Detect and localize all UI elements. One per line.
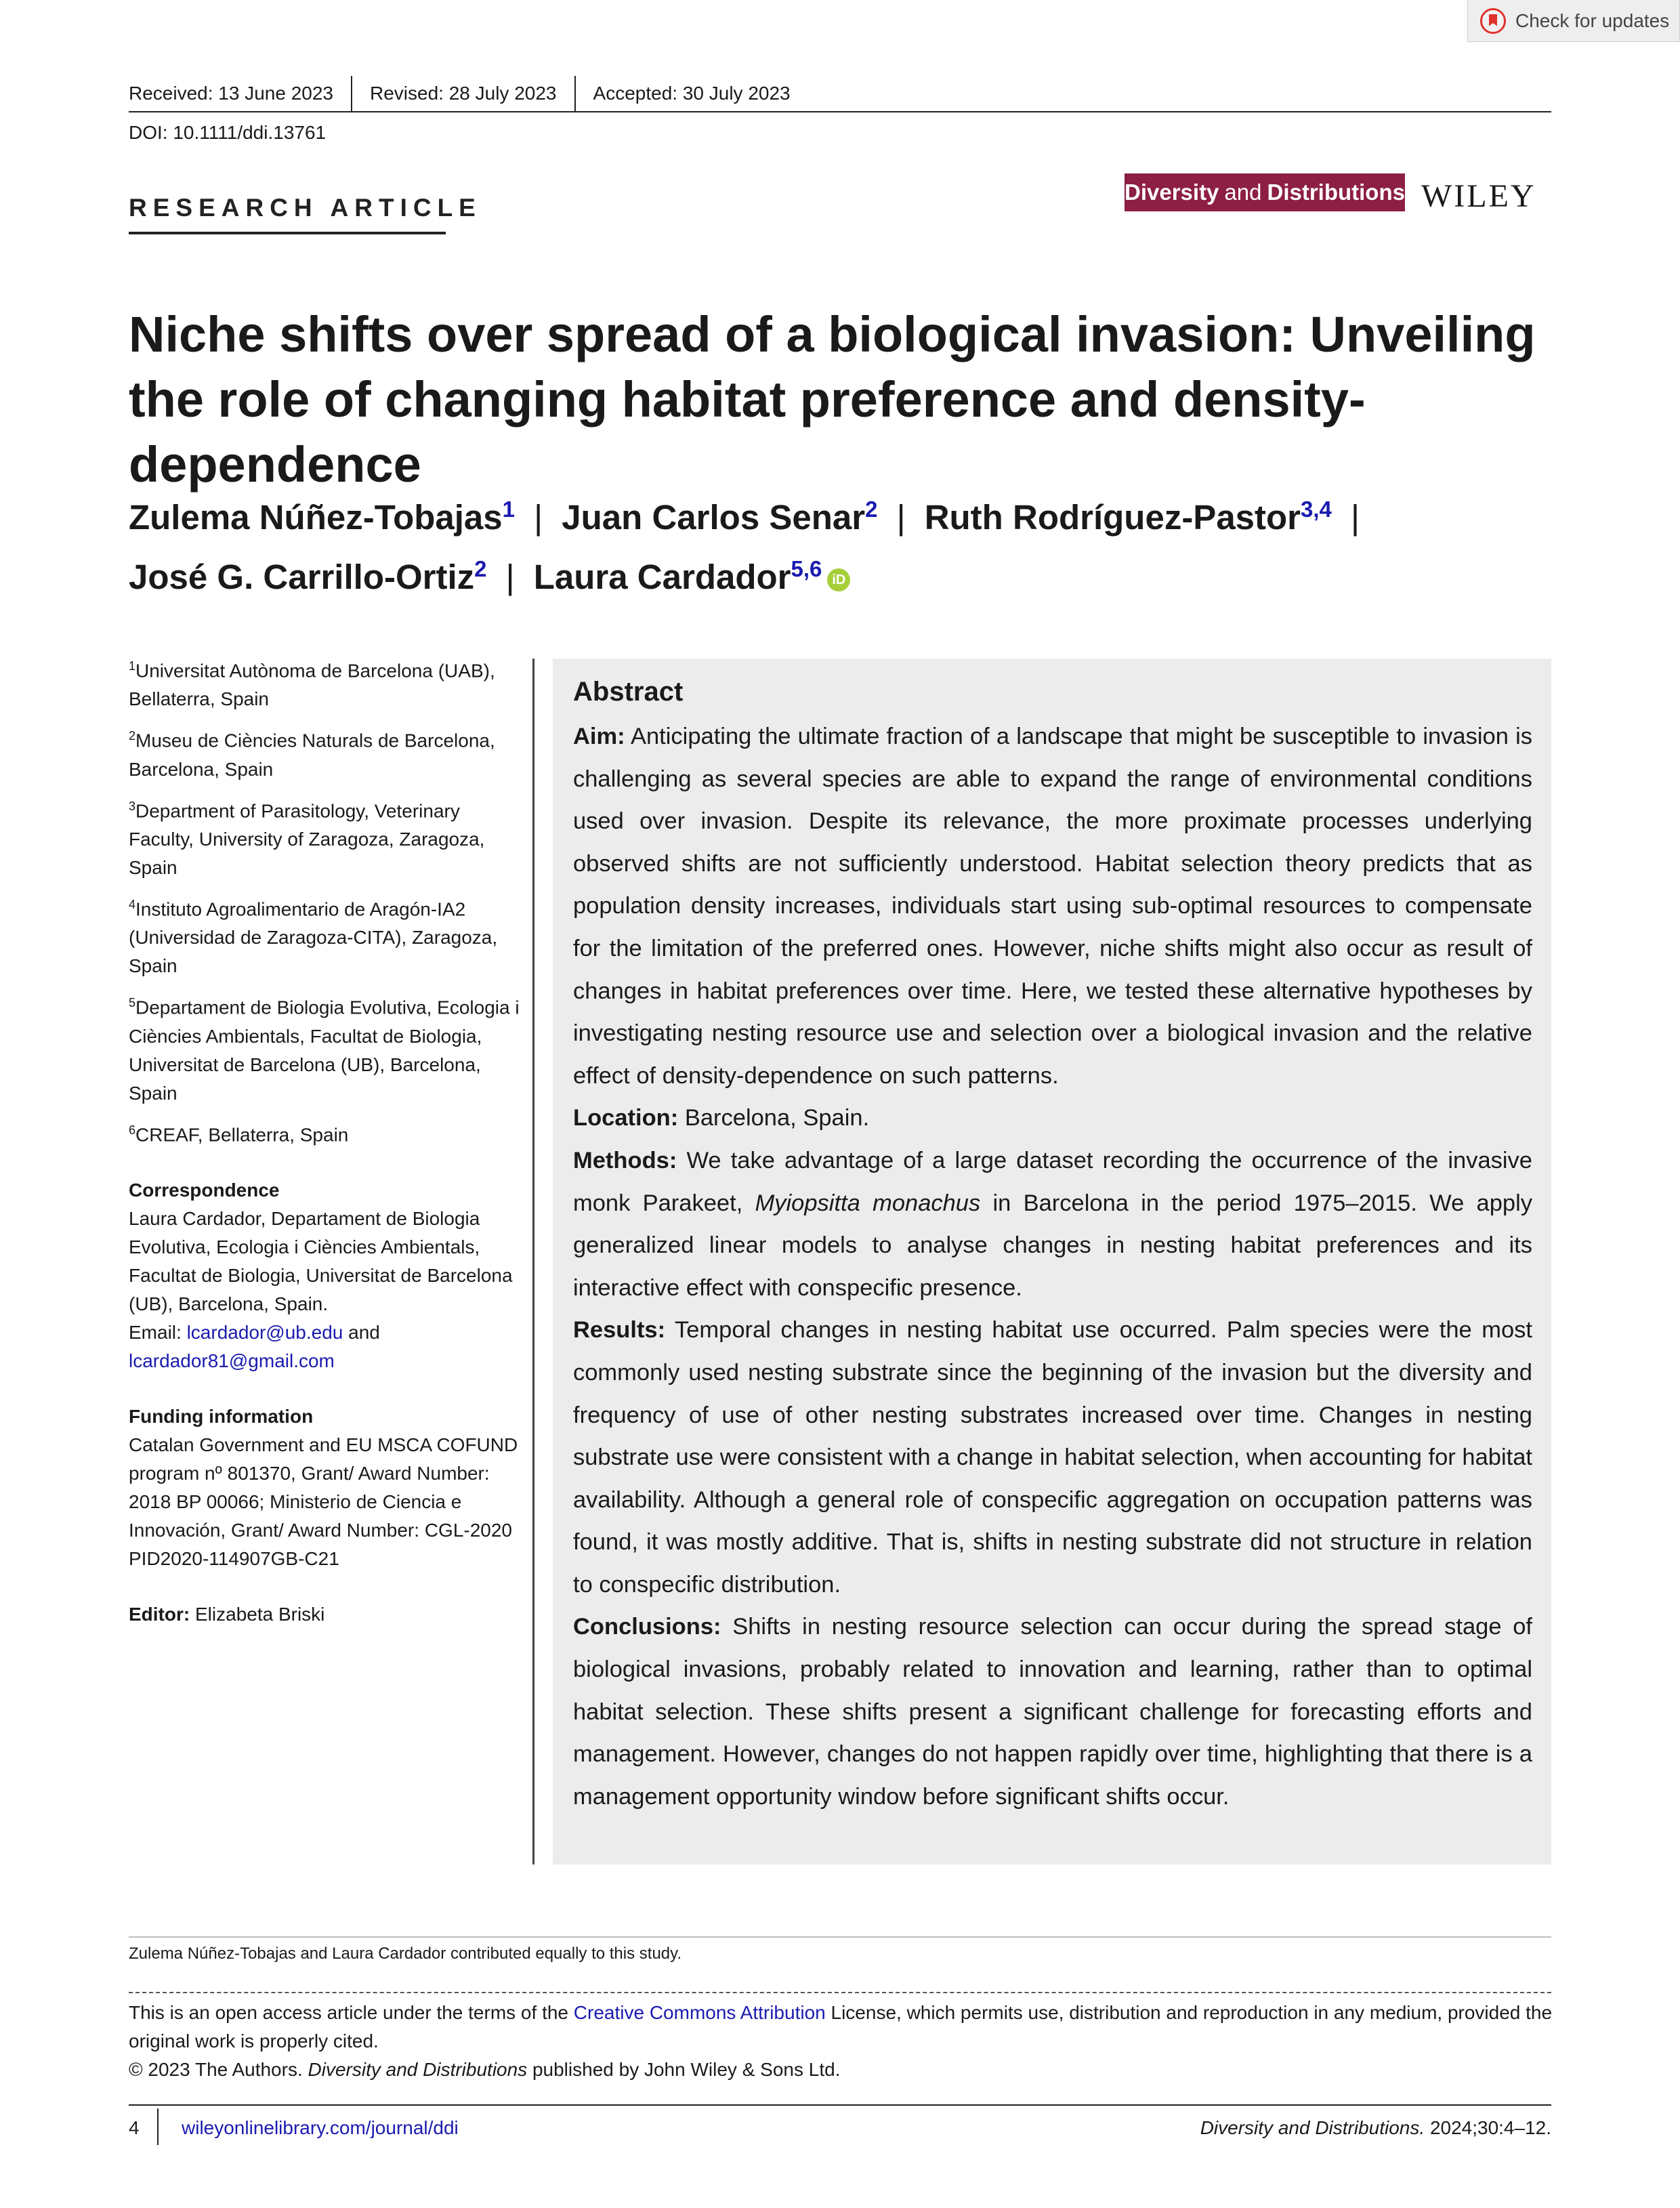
affiliation: $^5$Departament de Biologia Evolutiva, Ecologia i Ciències Ambientals, Facultat de Biologia, Universitat de Barcelona (UB), Barcelona, Spain [129, 996, 520, 1104]
bookmark-icon [1480, 8, 1506, 34]
equal-contribution-note: Zulema Núñez-Tobajas and Laura Cardador contributed equally to this study. [129, 1944, 682, 1963]
divider [351, 76, 352, 111]
abstract-location: Location: Barcelona, Spain. [573, 1105, 870, 1131]
article-sidebar [129, 652, 522, 1637]
editor: Editor: Elizabeta Briski [129, 1603, 325, 1625]
abstract-methods: Methods: We take advantage of a large dataset recording the occurrence of the invasive monk Parakeet, Myiopsitta monachus in Barcelona in the period 1975–2015. We apply generalized linear models to analyse changes in nesting habitat preferences and its interactive effect with conspecific presence. [573, 1147, 1532, 1301]
publisher-logo: WILEY [1421, 178, 1536, 214]
accepted-date: Accepted: 30 July 2023 [593, 83, 791, 104]
license-note: This is an open access article under the terms of the Creative Commons Attribution License, which permits use, distribution and reproduction in any medium, provided the original work is properly cited. © 2023 The Authors. Diversity and Distributions published by John Wiley & Sons Ltd. [129, 2002, 1553, 2080]
correspondence-heading: Correspondence [129, 1179, 280, 1201]
page-number: 4 [129, 2117, 140, 2138]
journal-badge [1125, 173, 1405, 211]
correspondence-text: Laura Cardador, Departament de Biologia Evolutiva, Ecologia i Ciències Ambientals, Facultat de Biologia, Universitat de Barcelona (UB), Barcelona, Spain. Email: lcardador@ub.edu and lcardador81@gmail.com [129, 1207, 513, 1371]
journal-badge-and: and [1224, 180, 1262, 205]
affiliation: $^6$CREAF, Bellaterra, Spain [129, 1123, 349, 1145]
footer-divider [157, 2108, 159, 2145]
footer-rule [129, 2104, 1551, 2106]
author-name: Laura Cardador [533, 558, 791, 596]
article-type-underline [129, 232, 446, 234]
author-list [129, 484, 1558, 603]
author-affiliation-link[interactable]: 2 [865, 497, 878, 522]
abstract-aim: Aim: Anticipating the ultimate fraction of a landscape that might be susceptible to invasion is challenging as several species are able to expand the range of environmental conditions used over invasion. Despite its relevance, the more proximate processes underlying observed shifts are not sufficiently understood. Habitat selection theory predicts that as population density increases, individuals start using sub-optimal resources to compensate for the limitation of the preferred ones. However, niche shifts might also occur as result of changes in habitat preferences over time. Here, we tested these alternative hypotheses by investigating nesting resource use and selection over a biological invasion and the relative effect of density-dependence on such patterns. [573, 724, 1532, 1089]
journal-site-link[interactable]: wileyonlinelibrary.com/journal/ddi [182, 2117, 459, 2138]
affiliation: $^3$Department of Parasitology, Veterinary Faculty, University of Zaragoza, Zaragoza, Spain [129, 799, 485, 878]
article-title: Niche shifts over spread of a biological invasion: Unveiling the role of changing habitat preference and density-dependence [129, 306, 1536, 493]
affiliation: $^4$Instituto Agroalimentario de Aragón-IA2 (Universidad de Zaragoza-CITA), Zaragoza, Spain [129, 897, 498, 977]
author-affiliation-link[interactable]: 3,4 [1301, 497, 1332, 522]
license-link[interactable]: Creative Commons Attribution [573, 2002, 826, 2023]
revised-date: Revised: 28 July 2023 [370, 83, 557, 104]
affiliation: $^2$Museu de Ciències Naturals de Barcelona, Barcelona, Spain [129, 729, 495, 780]
funding-heading: Funding information [129, 1405, 314, 1427]
author-name: Zulema Núñez-Tobajas [129, 498, 503, 537]
doi: DOI: 10.1111/ddi.13761 [129, 122, 327, 143]
author-affiliation-link[interactable]: 2 [474, 556, 487, 581]
sidebar-divider [532, 659, 534, 1865]
journal-badge-part2: Distributions [1267, 180, 1405, 205]
footnote-rule [129, 1936, 1551, 1938]
article-type: RESEARCH ARTICLE [129, 194, 482, 222]
abstract-heading: Abstract [573, 677, 684, 707]
author-separator: | [896, 498, 906, 537]
received-date: Received: 13 June 2023 [129, 83, 333, 104]
author-name: Ruth Rodríguez-Pastor [924, 498, 1301, 537]
orcid-icon[interactable]: iD [827, 568, 850, 591]
article-dates [129, 76, 791, 111]
author-separator: | [505, 558, 515, 596]
funding-text: Catalan Government and EU MSCA COFUND program nº 801370, Grant/ Award Number: 2018 BP 00066; Ministerio de Ciencia e Innovación, Grant/ Award Number: CGL-2020 PID2020-114907GB-C21 [129, 1434, 518, 1569]
author-affiliation-link[interactable]: 5,6 [791, 556, 822, 581]
author-name: Juan Carlos Senar [562, 498, 866, 537]
journal-citation: Diversity and Distributions. 2024;30:4–12. [1200, 2117, 1551, 2138]
footnote-dashed-rule [129, 1992, 1551, 1993]
abstract-box [553, 659, 1551, 1865]
author-name: José G. Carrillo-Ortiz [129, 558, 475, 596]
divider [574, 76, 576, 111]
journal-badge-part1: Diversity [1125, 180, 1219, 205]
author-separator: | [534, 498, 543, 537]
author-affiliation-link[interactable]: 1 [502, 497, 515, 522]
email-link[interactable]: lcardador@ub.edu [186, 1321, 343, 1343]
check-for-updates-label: Check for updates [1515, 9, 1670, 31]
email-link[interactable]: lcardador81@gmail.com [129, 1350, 335, 1371]
affiliation: $^1$Universitat Autònoma de Barcelona (UAB), Bellaterra, Spain [129, 659, 495, 710]
abstract-conclusions: Conclusions: Shifts in nesting resource selection can occur during the spread stage of biological invasions, probably related to innovation and learning, rather than to optimal habitat selection. These shifts present a significant challenge for forecasting efforts and management. However, changes do not happen rapidly over time, highlighting that there is a management opportunity window before significant shifts occur. [573, 1614, 1532, 1810]
abstract-results: Results: Temporal changes in nesting habitat use occurred. Palm species were the most commonly used nesting substrate since the beginning of the invasion but the diversity and frequency of use of other nesting substrates increased over time. Changes in nesting substrate use were consistent with a change in habitat selection, when accounting for habitat availability. Although a general role of conspecific aggregation on occupation patterns was found, it was mostly additive. That is, shifts in nesting substrate did not structure in relation to conspecific distribution. [573, 1317, 1532, 1598]
header-rule [129, 111, 1551, 112]
author-separator: | [1350, 498, 1360, 537]
check-for-updates-button[interactable] [1467, 0, 1680, 42]
